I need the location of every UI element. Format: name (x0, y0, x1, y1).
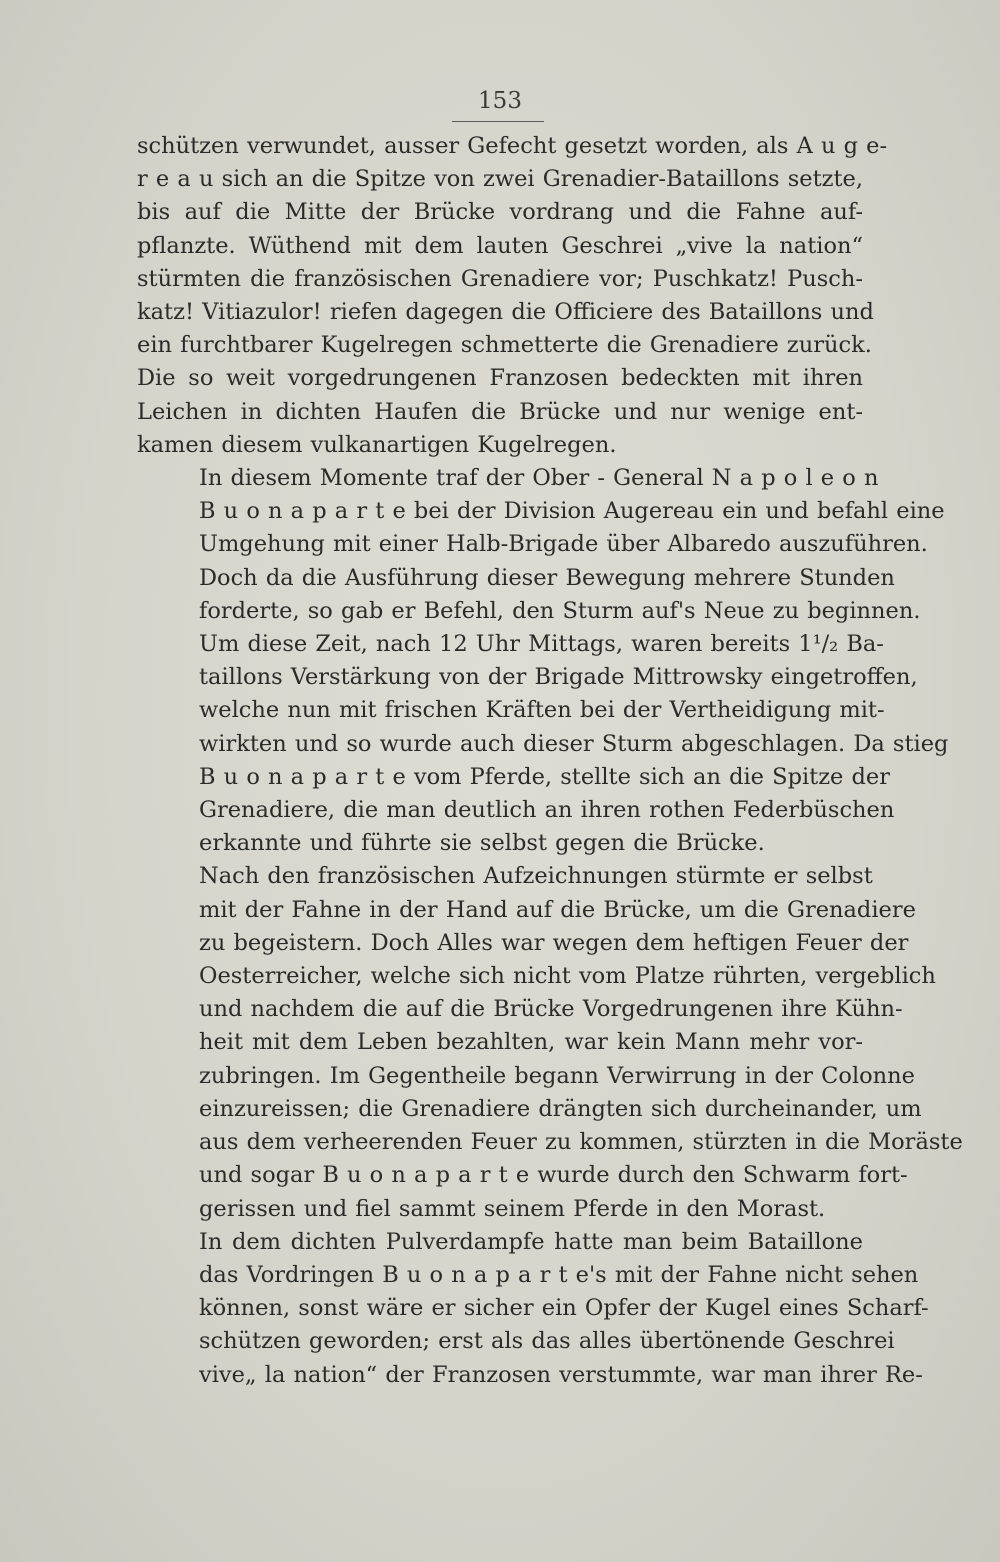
text-line: Umgehung mit einer Halb-Brigade über Albaredo auszuführen. (199, 531, 928, 558)
paragraph (137, 628, 949, 860)
text-line: wirkten und so wurde auch dieser Sturm abgeschlagen. Da stieg (199, 730, 949, 757)
text-line: r e a u sich an die Spitze von zwei Grenadier-Bataillons setzte, (137, 166, 863, 193)
text-line: forderte, so gab er Befehl, den Sturm auf's Neue zu beginnen. (199, 597, 921, 624)
page-number: 153 (478, 88, 522, 114)
text-line: das Vordringen B u o n a p a r t e's mit der Fahne nicht sehen (199, 1261, 919, 1288)
text-line: einzureissen; die Grenadiere drängten sich durcheinander, um (199, 1095, 922, 1122)
text-line: heit mit dem Leben bezahlten, war kein Mann mehr vor- (199, 1029, 863, 1056)
text-line: zu begeistern. Doch Alles war wegen dem heftigen Feuer der (199, 929, 909, 956)
text-line: und sogar B u o n a p a r t e wurde durch den Schwarm fort- (199, 1162, 908, 1189)
text-line: Nach den französischen Aufzeichnungen stürmte er selbst (199, 863, 873, 890)
page-number-rule (452, 121, 544, 122)
text-line: Leichen in dichten Haufen die Brücke und nur wenige ent- (137, 398, 863, 425)
body-text (137, 130, 963, 1392)
text-line: ein furchtbarer Kugelregen schmetterte die Grenadiere zurück. (137, 332, 872, 359)
text-line: Grenadiere, die man deutlich an ihren rothen Federbüschen (199, 797, 895, 824)
paragraph (137, 860, 963, 1225)
text-line: Die so weit vorgedrungenen Franzosen bedeckten mit ihren (137, 365, 863, 392)
paragraph (137, 130, 888, 462)
text-line: Um diese Zeit, nach 12 Uhr Mittags, waren bereits 1¹/₂ Ba- (199, 631, 884, 658)
text-line: mit der Fahne in der Hand auf die Brücke, um die Grenadiere (199, 896, 916, 923)
text-line: taillons Verstärkung von der Brigade Mittrowsky eingetroffen, (199, 664, 918, 691)
text-line: Oesterreicher, welche sich nicht vom Platze rührten, vergeblich (199, 963, 936, 990)
text-line: Doch da die Ausführung dieser Bewegung mehrere Stunden (199, 564, 895, 591)
text-line: schützen verwundet, ausser Gefecht gesetzt worden, als A u g e- (137, 133, 888, 159)
text-line: stürmten die französischen Grenadiere vor; Puschkatz! Pusch- (137, 265, 863, 292)
text-line: zubringen. Im Gegentheile begann Verwirrung in der Colonne (199, 1062, 915, 1089)
paragraph (137, 462, 945, 628)
text-line: pflanzte. Wüthend mit dem lauten Geschrei „vive la nation“ (137, 232, 863, 259)
text-line: bis auf die Mitte der Brücke vordrang und die Fahne auf- (137, 199, 863, 226)
text-line: aus dem verheerenden Feuer zu kommen, stürzten in die Moräste (199, 1129, 963, 1156)
text-line: gerissen und fiel sammt seinem Pferde in den Morast. (199, 1195, 826, 1222)
text-line: und nachdem die auf die Brücke Vorgedrungenen ihre Kühn- (199, 996, 903, 1023)
text-line: katz! Vitiazulor! riefen dagegen die Officiere des Bataillons und (137, 299, 874, 326)
text-line: kamen diesem vulkanartigen Kugelregen. (137, 431, 617, 458)
text-line: B u o n a p a r t e bei der Division Augereau ein und befahl eine (199, 498, 945, 525)
text-line: In diesem Momente traf der Ober - General N a p o l e o n (199, 465, 879, 492)
text-line: vive„ la nation“ der Franzosen verstummte, war man ihrer Re- (199, 1361, 923, 1388)
text-line: B u o n a p a r t e vom Pferde, stellte sich an die Spitze der (199, 763, 891, 790)
paragraph (137, 1226, 929, 1392)
text-line: schützen geworden; erst als das alles übertönende Geschrei (199, 1328, 895, 1355)
text-line: In dem dichten Pulverdampfe hatte man beim Bataillone (199, 1228, 863, 1255)
text-line: erkannte und führte sie selbst gegen die Brücke. (199, 830, 765, 857)
text-line: können, sonst wäre er sicher ein Opfer der Kugel eines Scharf- (199, 1295, 929, 1322)
text-line: welche nun mit frischen Kräften bei der Vertheidigung mit- (199, 697, 885, 724)
